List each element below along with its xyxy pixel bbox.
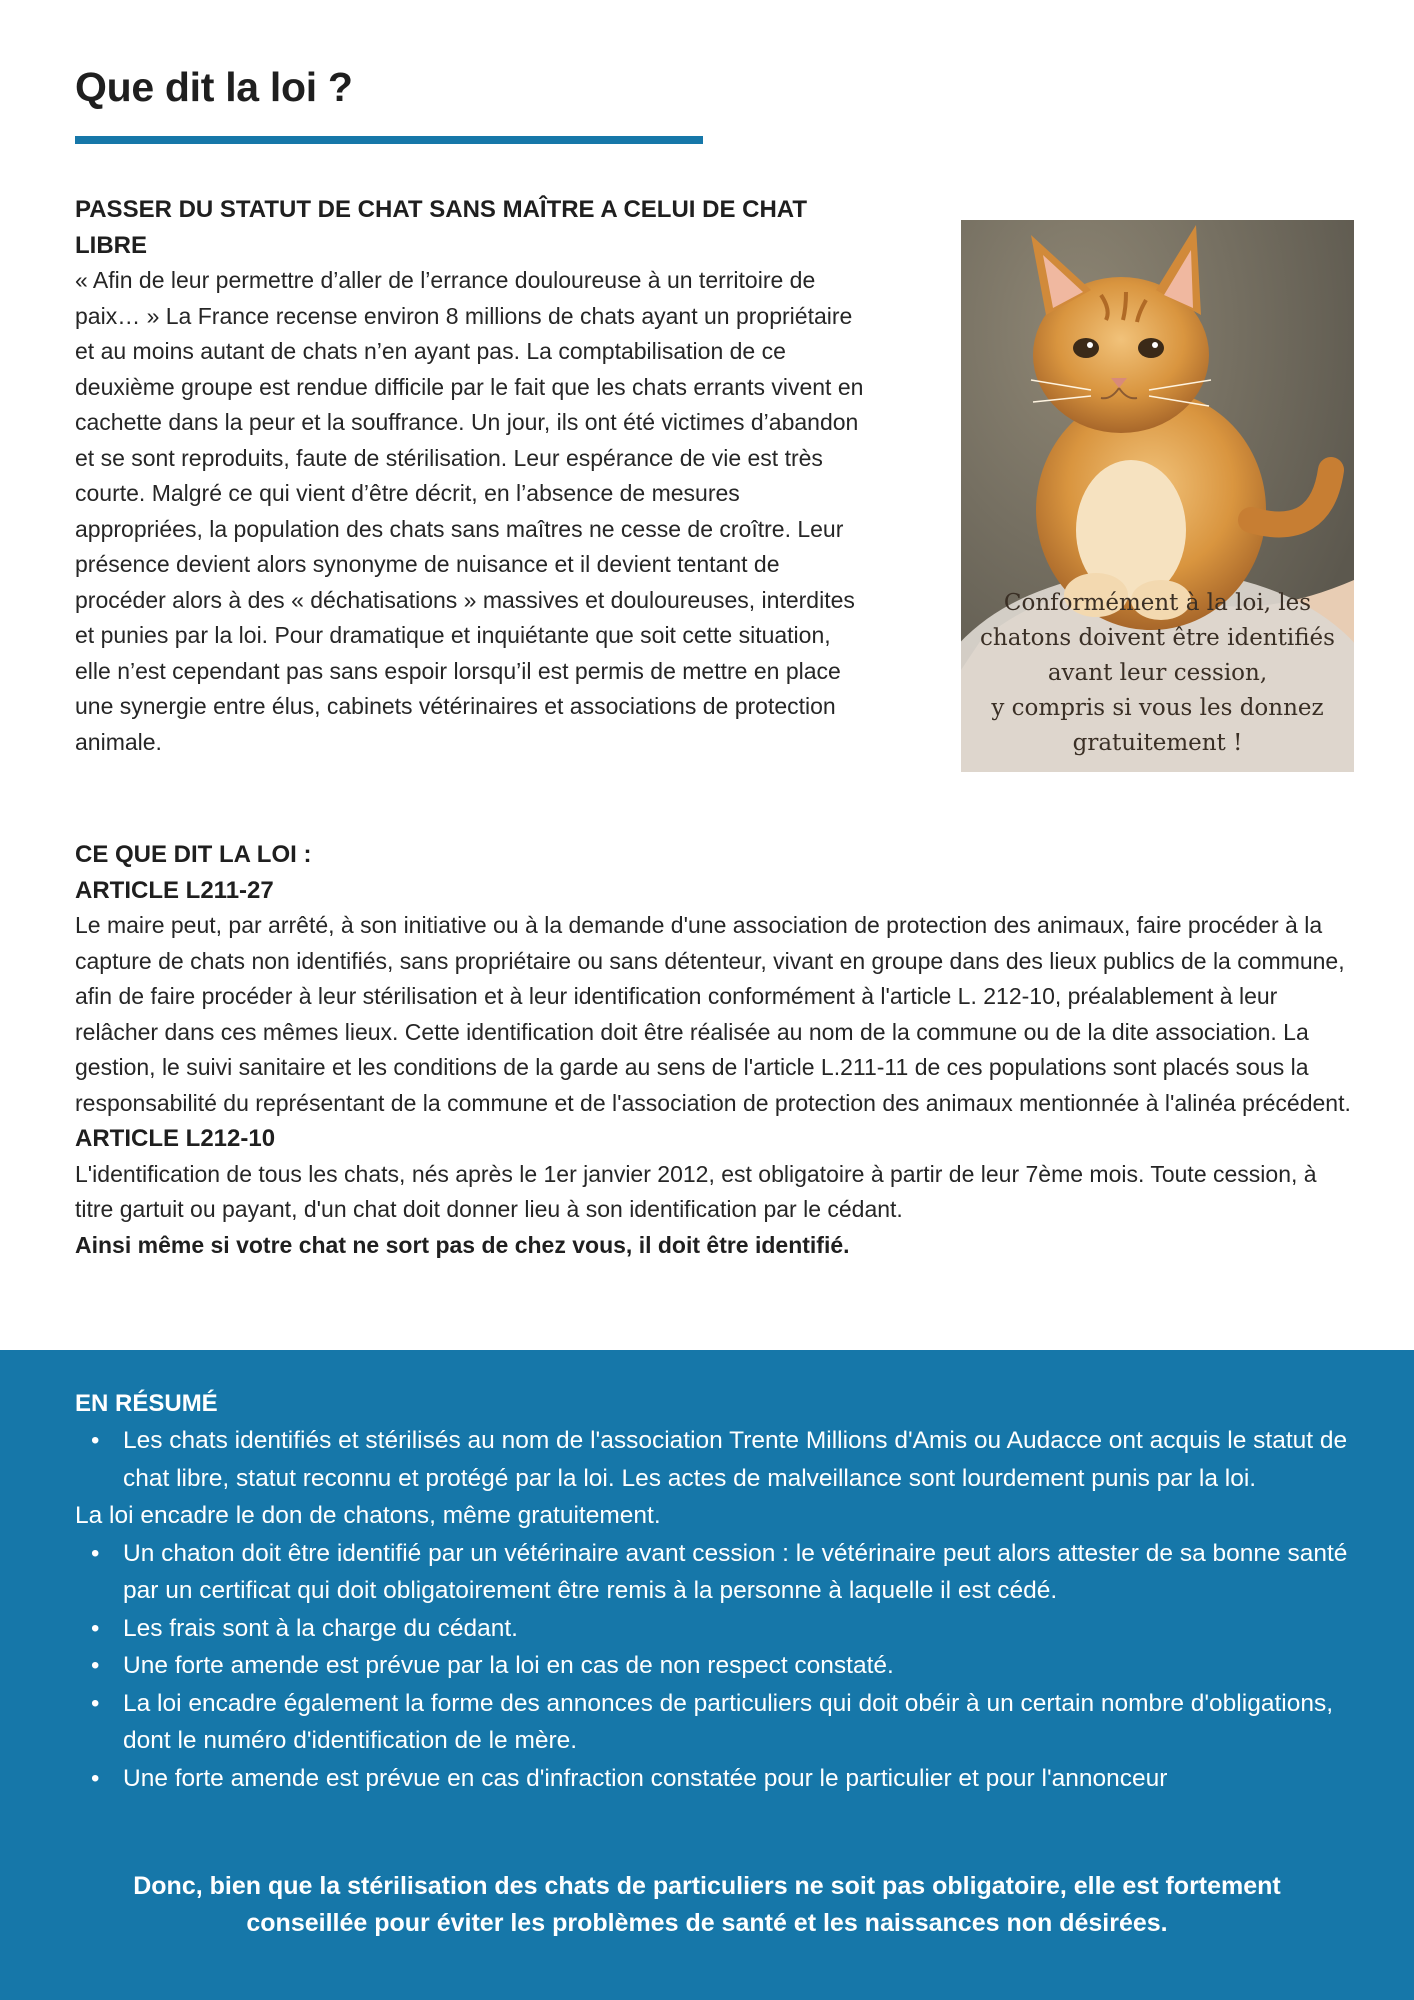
list-item-text: La loi encadre également la forme des annonces de particuliers qui doit obéir à un certain nombre d'obligations, dont le numéro d'identification de le mère. xyxy=(123,1689,1333,1754)
summary-panel xyxy=(0,1350,1414,2000)
list-item-text: Une forte amende est prévue en cas d'infraction constatée pour le particulier et pour l'annonceur xyxy=(123,1764,1168,1792)
title-underline xyxy=(75,136,703,144)
bullet-icon: • xyxy=(91,1539,100,1567)
list-item xyxy=(75,1647,1355,1685)
stray-cat-heading: PASSER DU STATUT DE CHAT SANS MAÎTRE A CELUI DE CHAT LIBRE xyxy=(75,196,807,259)
summary-intro: La loi encadre le don de chatons, même gratuitement. xyxy=(75,1502,661,1529)
summary-heading: EN RÉSUMÉ xyxy=(75,1390,218,1417)
law-section xyxy=(75,837,1360,1263)
article-l212-10-text: L'identification de tous les chats, nés après le 1er janvier 2012, est obligatoire à partir de leur 7ème mois. Toute cession, à titre gartuit ou payant, d'un chat doit donner lieu à son identification par le cédant. xyxy=(75,1160,1317,1222)
bullet-icon: • xyxy=(91,1614,100,1642)
stray-cat-section xyxy=(75,192,865,760)
article-l211-27-text: Le maire peut, par arrêté, à son initiative ou à la demande d'une association de protection des animaux, faire procéder à la capture de chats non identifiés, sans propriétaire ou sans détenteur, vivant en groupe dans des lieux publics de la commune, afin de faire procéder à leur stérilisation et à leur identification conformément à l'article L. 212-10, préalablement à leur relâcher dans ces mêmes lieux. Cette identification doit être réalisée au nom de la commune ou de la dite association. La gestion, le suivi sanitaire et les conditions de la garde au sens de l'article L.211-11 de ces populations sont placés sous la responsabilité du représentant de la commune et de l'association de protection des animaux mentionnée à l'alinéa précédent. xyxy=(75,912,1351,1116)
summary-list-2 xyxy=(75,1535,1355,1798)
list-item-text: Un chaton doit être identifié par un vétérinaire avant cession : le vétérinaire peut alors attester de sa bonne santé par un certificat qui doit obligatoirement être remis à la personne à laquelle il est cédé. xyxy=(123,1539,1348,1604)
article-l211-27-title: ARTICLE L211-27 xyxy=(75,876,274,904)
caption-line: y compris si vous les donnez xyxy=(991,695,1324,721)
list-item xyxy=(75,1535,1355,1610)
article-l212-10-title: ARTICLE L212-10 xyxy=(75,1125,276,1152)
caption-line: avant leur cession, xyxy=(1047,660,1268,686)
law-heading: CE QUE DIT LA LOI : xyxy=(75,841,312,868)
bullet-icon: • xyxy=(91,1427,100,1454)
list-item xyxy=(75,1610,1355,1648)
list-item xyxy=(75,1760,1355,1798)
caption-line: Conformément à la loi, les xyxy=(1003,590,1312,616)
summary-conclusion: Donc, bien que la stérilisation des chats de particuliers ne soit pas obligatoire, elle est fortement conseillée pour éviter les problèmes de santé et les naissances non désirées. xyxy=(133,1872,1281,1937)
list-item xyxy=(75,1685,1355,1760)
list-item-text: Les frais sont à la charge du cédant. xyxy=(123,1614,518,1642)
bullet-icon: • xyxy=(91,1764,100,1792)
list-item-text: Les chats identifiés et stérilisés au nom de l'association Trente Millions d'Amis ou Audacce ont acquis le statut de chat libre, statut reconnu et protégé par la loi. Les actes de malveillance sont lourdement punis par la loi. xyxy=(123,1427,1348,1492)
stray-cat-paragraph: « Afin de leur permettre d’aller de l’errance douloureuse à un territoire de paix… » La France recense environ 8 millions de chats ayant un propriétaire et au moins autant de chats n’en ayant pas. La comptabilisation de ce deuxième groupe est rendue difficile par le fait que les chats errants vivent en cachette dans la peur et la souffrance. Un jour, ils ont été victimes d’abandon et se sont reproduits, faute de stérilisation. Leur espérance de vie est très courte. Malgré ce qui vient d’être décrit, en l’absence de mesures appropriées, la population des chats sans maîtres ne cesse de croître. Leur présence devient alors synonyme de nuisance et il devient tentant de procéder alors à des « déchatisations » massives et douloureuses, interdites et punies par la loi. Pour dramatique et inquiétante que soit cette situation, elle n’est cependant pas sans espoir lorsqu’il est permis de mettre en place une synergie entre élus, cabinets vétérinaires et associations de protection animale. xyxy=(75,267,864,755)
bullet-icon: • xyxy=(91,1652,100,1679)
caption-line: gratuitement ! xyxy=(1072,730,1243,756)
kitten-photo xyxy=(961,220,1354,772)
bullet-icon: • xyxy=(91,1689,100,1717)
summary-list-1 xyxy=(75,1422,1355,1497)
list-item-text: Une forte amende est prévue par la loi en cas de non respect constaté. xyxy=(123,1652,894,1679)
caption-line: chatons doivent être identifiés xyxy=(980,625,1335,651)
summary-content xyxy=(75,1385,1355,1797)
page-title: Que dit la loi ? xyxy=(75,64,353,110)
identification-emphasis: Ainsi même si votre chat ne sort pas de chez vous, il doit être identifié. xyxy=(75,1231,850,1258)
list-item xyxy=(75,1422,1355,1497)
photo-caption xyxy=(961,586,1354,761)
